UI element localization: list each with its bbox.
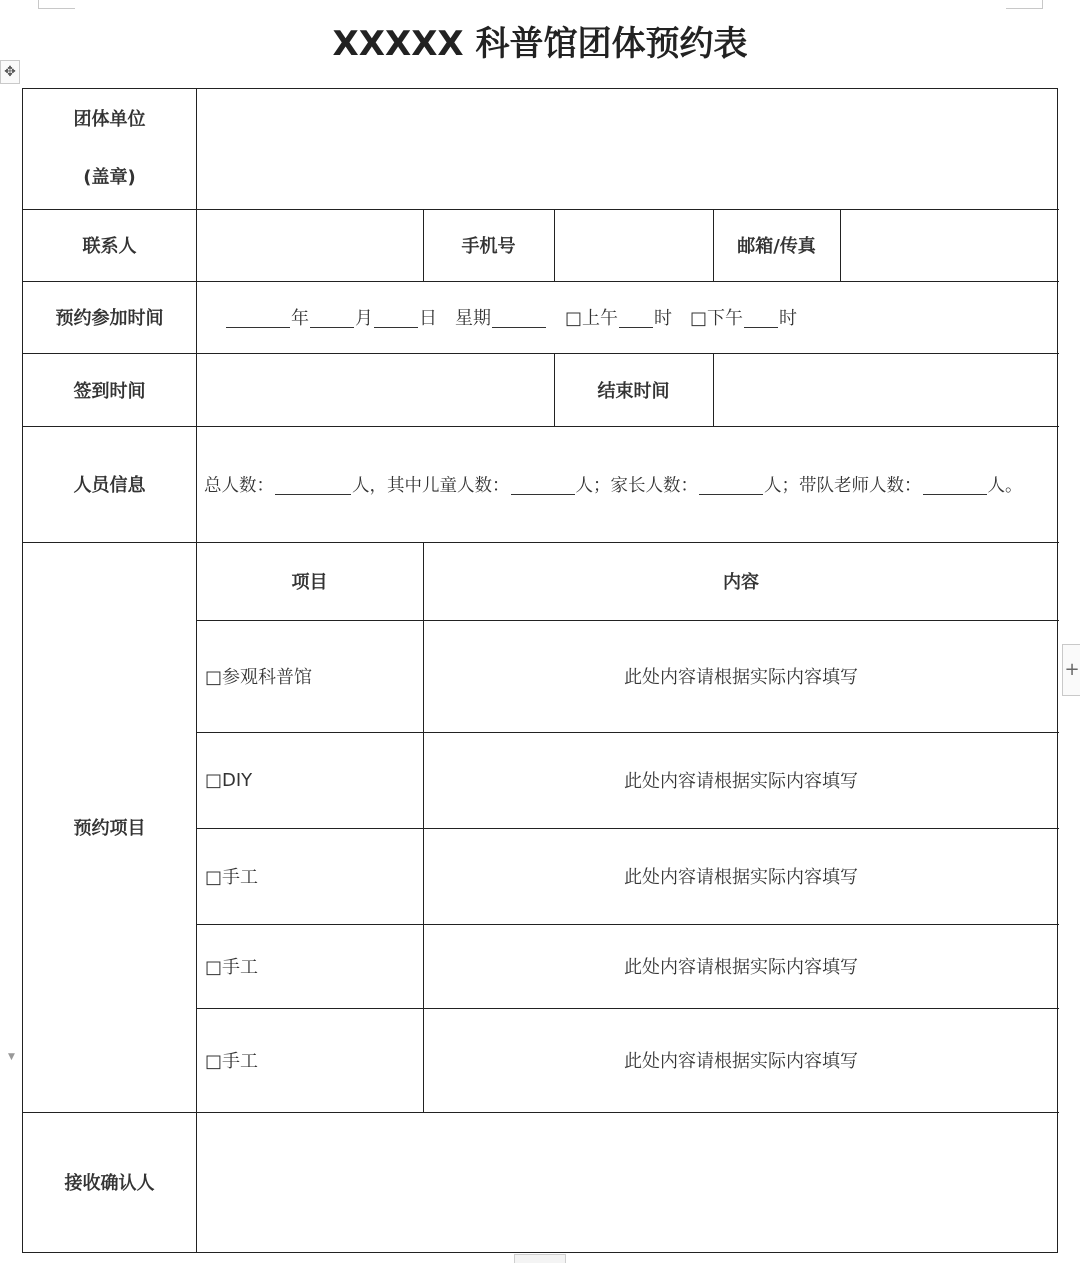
project-item-header: 项目	[291, 572, 328, 593]
end-field[interactable]	[714, 354, 1059, 426]
receiver-label: 接收确认人	[64, 1173, 155, 1194]
pm-hour-text: 时	[779, 308, 798, 329]
stamp-hint-text: (盖章)	[83, 167, 136, 188]
projects-label: 预约项目	[73, 818, 146, 839]
total-blank[interactable]	[275, 474, 351, 495]
year-blank[interactable]	[226, 307, 290, 328]
people-line[interactable]	[204, 426, 1023, 542]
am-hour-blank[interactable]	[619, 307, 653, 328]
end-text: 人。	[987, 475, 1023, 496]
project-content-5: 此处内容请根据实际内容填写	[624, 1051, 858, 1072]
contact-label: 联系人	[82, 236, 137, 257]
phone-label: 手机号	[461, 236, 516, 257]
am-checkbox[interactable]: □上午	[565, 308, 619, 329]
add-column-icon[interactable]: +	[1062, 644, 1080, 696]
weekday-text: 星期	[455, 308, 491, 329]
year-text: 年	[291, 308, 309, 329]
page-title: XXXXX 科普馆团体预约表	[332, 24, 748, 64]
people-label: 人员信息	[73, 475, 146, 496]
pm-checkbox[interactable]: □下午	[690, 308, 744, 329]
date-line[interactable]	[225, 281, 797, 353]
project-content-3: 此处内容请根据实际内容填写	[624, 867, 858, 888]
receiver-field[interactable]	[197, 1113, 1059, 1252]
page-corner-mark-right	[1006, 0, 1043, 9]
group-unit-field[interactable]	[197, 89, 1059, 209]
weekday-blank[interactable]	[492, 307, 546, 328]
month-blank[interactable]	[310, 307, 354, 328]
project-item-4[interactable]: □手工	[205, 957, 259, 978]
project-item-5[interactable]: □手工	[205, 1051, 259, 1072]
teachers-text: 人；带队老师人数：	[764, 475, 922, 496]
project-content-2: 此处内容请根据实际内容填写	[624, 771, 858, 792]
end-label: 结束时间	[597, 380, 670, 402]
phone-field[interactable]	[555, 210, 713, 281]
parents-text: 人；家长人数：	[575, 475, 698, 496]
project-content-4: 此处内容请根据实际内容填写	[624, 957, 858, 978]
children-blank[interactable]	[511, 474, 575, 495]
pm-hour-blank[interactable]	[744, 307, 778, 328]
booking-table	[22, 88, 1058, 1253]
day-blank[interactable]	[374, 307, 418, 328]
teachers-blank[interactable]	[923, 474, 987, 495]
email-fax-label: 邮箱/传真	[737, 236, 816, 257]
am-hour-text: 时	[654, 308, 673, 329]
group-unit-label	[23, 89, 196, 209]
project-item-2[interactable]: □DIY	[205, 769, 253, 791]
day-text: 日	[419, 308, 437, 329]
appointment-time-label: 预约参加时间	[55, 308, 164, 329]
page-corner-mark-left	[38, 0, 75, 9]
project-content-1: 此处内容请根据实际内容填写	[624, 667, 858, 688]
checkin-label: 签到时间	[73, 380, 146, 402]
project-content-header: 内容	[723, 572, 759, 593]
children-text: 人，其中儿童人数：	[352, 475, 510, 496]
project-item-1[interactable]: □参观科普馆	[205, 667, 313, 688]
contact-field[interactable]	[197, 210, 423, 281]
group-unit-text: 团体单位	[73, 109, 146, 130]
table-move-handle-icon[interactable]: ✥	[0, 60, 20, 84]
checkin-field[interactable]	[197, 354, 554, 426]
row-marker-icon: ▼	[8, 1052, 15, 1062]
parents-blank[interactable]	[699, 474, 763, 495]
total-text: 总人数：	[204, 475, 274, 496]
email-fax-field[interactable]	[841, 210, 1059, 281]
month-text: 月	[355, 308, 373, 329]
project-item-3[interactable]: □手工	[205, 867, 259, 888]
